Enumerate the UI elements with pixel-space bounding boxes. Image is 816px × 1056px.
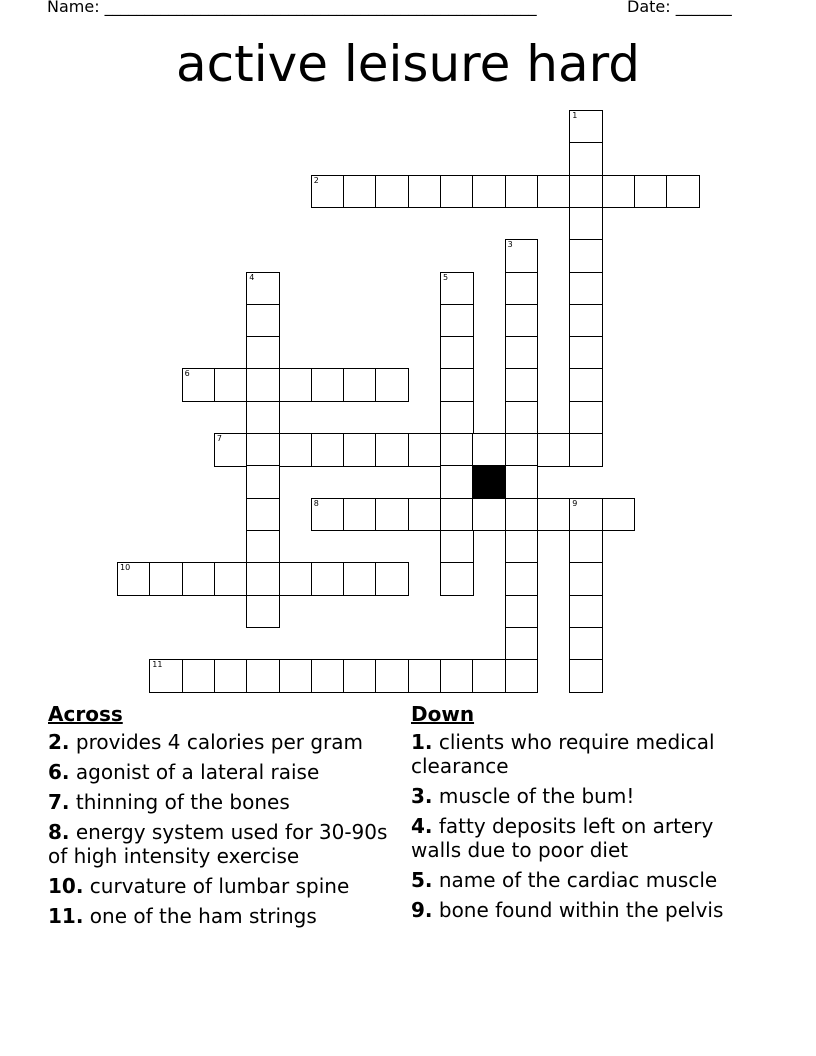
clue-num: 4. xyxy=(411,814,433,838)
grid-cell[interactable] xyxy=(375,498,409,532)
grid-cell[interactable] xyxy=(537,433,571,467)
clue-text: provides 4 calories per gram xyxy=(75,730,363,754)
grid-cell[interactable] xyxy=(246,530,280,564)
grid-cell[interactable] xyxy=(472,498,506,532)
clue-text: energy system used for 30-90s of high intensity exercise xyxy=(48,820,388,868)
grid-cell[interactable] xyxy=(505,433,539,467)
grid-cell[interactable] xyxy=(569,530,603,564)
grid-cell[interactable] xyxy=(505,401,539,435)
grid-cell[interactable] xyxy=(375,175,409,209)
grid-cell[interactable] xyxy=(602,175,636,209)
grid-cell[interactable] xyxy=(602,498,636,532)
grid-cell[interactable] xyxy=(214,368,248,402)
grid-cell[interactable] xyxy=(246,433,280,467)
clue-number: 2 xyxy=(313,175,319,185)
grid-cell[interactable] xyxy=(537,498,571,532)
grid-cell[interactable] xyxy=(246,336,280,370)
grid-cell[interactable] xyxy=(472,433,506,467)
clue-num: 9. xyxy=(411,898,433,922)
clue-num: 1. xyxy=(411,730,433,754)
grid-cell[interactable] xyxy=(505,627,539,661)
grid-cell[interactable] xyxy=(375,368,409,402)
clue-num: 11. xyxy=(48,904,84,928)
clue-number: 7 xyxy=(216,434,222,443)
grid-cell[interactable] xyxy=(440,498,474,532)
down-clue xyxy=(411,868,751,892)
grid-cell[interactable] xyxy=(343,562,377,596)
grid-cell[interactable] xyxy=(311,562,345,596)
grid-cell[interactable] xyxy=(537,175,571,209)
clue-number: 11 xyxy=(152,660,163,670)
grid-cell[interactable] xyxy=(375,562,409,596)
grid-cell[interactable] xyxy=(246,272,280,306)
clue-text: thinning of the bones xyxy=(75,790,290,814)
grid-cell[interactable] xyxy=(246,562,280,596)
grid-cell[interactable] xyxy=(569,498,603,532)
clue-text: clients who require medical clearance xyxy=(411,730,715,778)
down-clue xyxy=(411,730,751,778)
clue-num: 7. xyxy=(48,790,70,814)
grid-cell[interactable] xyxy=(569,433,603,467)
grid-cell[interactable] xyxy=(182,659,216,693)
grid-cell[interactable] xyxy=(505,498,539,532)
across-clue xyxy=(48,730,408,754)
grid-cell[interactable] xyxy=(569,336,603,370)
grid-cell[interactable] xyxy=(440,562,474,596)
clue-num: 10. xyxy=(48,874,84,898)
grid-cell[interactable] xyxy=(634,175,668,209)
grid-cell[interactable] xyxy=(246,465,280,499)
down-clue xyxy=(411,814,751,862)
grid-cell[interactable] xyxy=(505,336,539,370)
clue-num: 6. xyxy=(48,760,70,784)
grid-cell[interactable] xyxy=(505,272,539,306)
grid-cell[interactable] xyxy=(182,368,216,402)
clue-number: 6 xyxy=(184,369,190,379)
across-clue xyxy=(48,790,408,814)
grid-cell[interactable] xyxy=(505,175,539,209)
across-clue xyxy=(48,820,408,868)
grid-cell[interactable] xyxy=(505,304,539,338)
grid-cell[interactable] xyxy=(246,368,280,402)
grid-cell[interactable] xyxy=(246,498,280,532)
grid-cell[interactable] xyxy=(311,659,345,693)
clue-num: 5. xyxy=(411,868,433,892)
clue-number: 10 xyxy=(120,563,131,573)
across-clue xyxy=(48,874,408,898)
grid-cell[interactable] xyxy=(343,659,377,693)
grid-cell[interactable] xyxy=(440,368,474,402)
grid-cell[interactable] xyxy=(117,562,151,596)
down-heading: Down xyxy=(411,702,475,726)
grid-cell[interactable] xyxy=(569,368,603,402)
grid-cell[interactable] xyxy=(440,530,474,564)
grid-cell[interactable] xyxy=(246,595,280,629)
grid-cell[interactable] xyxy=(440,336,474,370)
clue-text: one of the ham strings xyxy=(89,904,317,928)
clue-num: 8. xyxy=(48,820,70,844)
grid-cell[interactable] xyxy=(569,239,603,273)
grid-cell[interactable] xyxy=(279,433,313,467)
grid-cell[interactable] xyxy=(343,175,377,209)
grid-cell[interactable] xyxy=(472,659,506,693)
clue-number: 5 xyxy=(443,272,449,282)
grid-cell[interactable] xyxy=(279,368,313,402)
grid-cell[interactable] xyxy=(214,433,248,467)
clue-text: name of the cardiac muscle xyxy=(438,868,718,892)
grid-cell[interactable] xyxy=(569,110,603,144)
grid-cell[interactable] xyxy=(408,659,442,693)
across-clue xyxy=(48,904,408,928)
across-clue xyxy=(48,760,408,784)
clue-text: muscle of the bum! xyxy=(438,784,635,808)
grid-cell[interactable] xyxy=(440,304,474,338)
grid-cell[interactable] xyxy=(343,498,377,532)
grid-cell[interactable] xyxy=(505,465,539,499)
grid-cell[interactable] xyxy=(569,207,603,241)
clue-text: fatty deposits left on artery walls due to poor diet xyxy=(411,814,714,862)
grid-cell[interactable] xyxy=(214,562,248,596)
grid-cell[interactable] xyxy=(279,562,313,596)
grid-cell[interactable] xyxy=(569,175,603,209)
grid-cell[interactable] xyxy=(505,530,539,564)
grid-cell[interactable] xyxy=(569,627,603,661)
down-clue xyxy=(411,784,751,808)
grid-cell[interactable] xyxy=(472,175,506,209)
grid-cell[interactable] xyxy=(343,368,377,402)
grid-cell[interactable] xyxy=(440,465,474,499)
grid-cell[interactable] xyxy=(408,498,442,532)
grid-cell[interactable] xyxy=(569,595,603,629)
across-clue-list xyxy=(48,730,408,928)
grid-cell[interactable] xyxy=(246,401,280,435)
clue-num: 3. xyxy=(411,784,433,808)
blocked-cell xyxy=(472,465,506,499)
grid-cell[interactable] xyxy=(149,562,183,596)
date-field-label: Date: _______ xyxy=(627,0,732,16)
across-clues xyxy=(48,702,408,934)
clue-number: 9 xyxy=(572,498,578,508)
puzzle-title: active leisure hard xyxy=(175,35,640,93)
grid-cell[interactable] xyxy=(505,595,539,629)
clue-text: bone found within the pelvis xyxy=(438,898,724,922)
grid-cell[interactable] xyxy=(182,562,216,596)
grid-cell[interactable] xyxy=(408,175,442,209)
grid-cell[interactable] xyxy=(311,498,345,532)
grid-cell[interactable] xyxy=(375,433,409,467)
grid-cell[interactable] xyxy=(440,433,474,467)
grid-cell[interactable] xyxy=(569,304,603,338)
grid-cell[interactable] xyxy=(569,659,603,693)
clue-number: 1 xyxy=(572,111,578,120)
clue-num: 2. xyxy=(48,730,70,754)
grid-cell[interactable] xyxy=(569,562,603,596)
grid-cell[interactable] xyxy=(214,659,248,693)
grid-cell[interactable] xyxy=(343,433,377,467)
grid-cell[interactable] xyxy=(375,659,409,693)
grid-cell[interactable] xyxy=(569,401,603,435)
grid-cell[interactable] xyxy=(666,175,700,209)
grid-cell[interactable] xyxy=(440,659,474,693)
grid-cell[interactable] xyxy=(569,142,603,176)
clue-text: curvature of lumbar spine xyxy=(89,874,350,898)
grid-cell[interactable] xyxy=(440,401,474,435)
grid-cell[interactable] xyxy=(311,433,345,467)
grid-cell[interactable] xyxy=(569,272,603,306)
down-clues xyxy=(411,702,751,928)
grid-cell[interactable] xyxy=(311,175,345,209)
grid-cell[interactable] xyxy=(440,175,474,209)
grid-cell[interactable] xyxy=(149,659,183,693)
clue-text: agonist of a lateral raise xyxy=(75,760,320,784)
grid-cell[interactable] xyxy=(505,562,539,596)
grid-cell[interactable] xyxy=(408,433,442,467)
across-heading: Across xyxy=(48,702,123,726)
grid-cell[interactable] xyxy=(279,659,313,693)
grid-cell[interactable] xyxy=(505,659,539,693)
clue-number: 8 xyxy=(313,498,319,508)
grid-cell[interactable] xyxy=(505,239,539,273)
down-clue xyxy=(411,898,751,922)
name-field-label: Name: ______________________________________________________ xyxy=(47,0,537,16)
grid-cell[interactable] xyxy=(311,368,345,402)
grid-cell[interactable] xyxy=(440,272,474,306)
grid-cell[interactable] xyxy=(246,659,280,693)
clue-number: 3 xyxy=(507,240,513,250)
grid-cell[interactable] xyxy=(246,304,280,338)
grid-cell[interactable] xyxy=(505,368,539,402)
down-clue-list xyxy=(411,730,751,922)
clue-number: 4 xyxy=(249,272,255,282)
